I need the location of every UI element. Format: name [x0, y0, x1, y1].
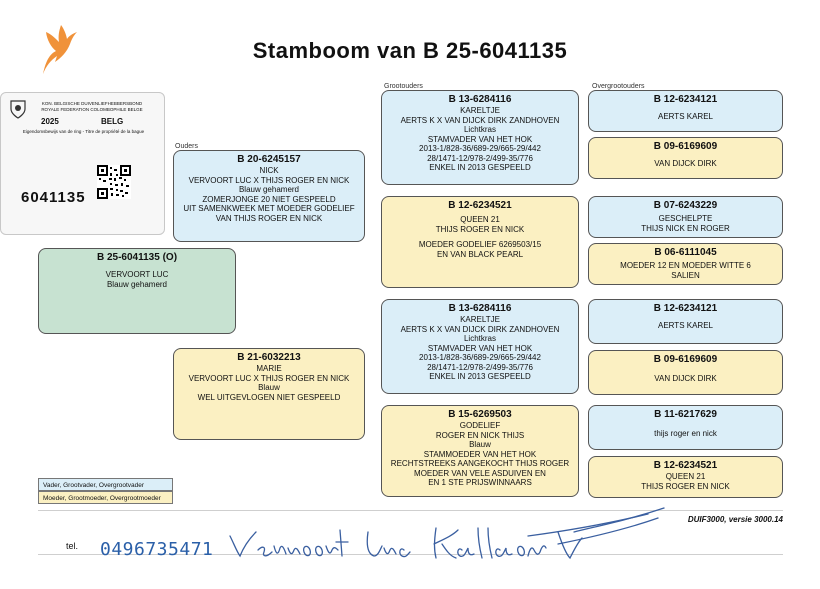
great-grandparent-ring: B 12-6234521: [653, 460, 718, 471]
grandparent-line: 2013-1/828-36/689-29/665-29/442: [419, 144, 541, 153]
grandparent-line: AERTS K X VAN DIJCK DIRK ZANDHOVEN: [400, 324, 560, 334]
great-grandparent-box-6: [588, 350, 783, 395]
subject-line: VERVOORT LUC: [105, 270, 169, 279]
grandparent-line: THIJS ROGER EN NICK: [435, 224, 525, 234]
great-grandparent-line: MOEDER 12 EN MOEDER WITTE 6: [620, 261, 751, 270]
grandparent-line: KARELTJE: [460, 106, 500, 115]
ring-card-year: 2025: [41, 117, 59, 126]
father-line: VAN THIJS ROGER EN NICK: [215, 213, 323, 223]
great-grandparent-box-5: [588, 299, 783, 344]
father-line: NICK: [259, 166, 279, 175]
great-grandparent-ring: B 11-6217629: [654, 409, 717, 420]
grandparent-line: ENKEL IN 2013 GESPEELD: [429, 372, 531, 381]
great-grandparent-ring: B 12-6234121: [653, 303, 718, 314]
great-grandparent-box-2: [588, 137, 783, 179]
grandparent-line: QUEEN 21: [460, 215, 500, 224]
great-grandparent-line: QUEEN 21: [665, 472, 706, 481]
great-grandparent-line: AERTS KAREL: [658, 321, 713, 330]
great-grandparent-line: thijs roger en nick: [654, 429, 717, 438]
grandparent-ring: B 12-6234521: [448, 200, 512, 211]
grandparent-ring: B 13-6284116: [448, 303, 512, 314]
great-grandparent-line: SALIEN: [671, 270, 700, 280]
great-grandparent-line: VAN DIJCK DIRK: [654, 159, 717, 168]
mother-line: Blauw: [258, 383, 280, 392]
father-line: ZOMERJONGE 20 NIET GESPEELD: [202, 194, 336, 204]
great-grandparent-line: AERTS KAREL: [658, 112, 713, 121]
mother-line: WEL UITGEVLOGEN NIET GESPEELD: [197, 392, 341, 402]
great-grandparent-box-4: [588, 243, 783, 285]
great-grandparent-line: THIJS NICK EN ROGER: [641, 223, 730, 233]
ring-card-subtitle: Eigendomsbewijs van de ring - Titre de propriété de la bague: [22, 129, 145, 134]
legend-male: Vader, Grootvader, Overgrootvader: [38, 478, 173, 491]
grandparent-line: MOEDER GODELIEF 6269503/15: [418, 240, 542, 249]
grandparent-box-1: [381, 90, 579, 185]
great-grandparent-ring: B 09-6169609: [653, 141, 718, 152]
great-grandparent-ring: B 12-6234121: [653, 94, 718, 105]
father-line: VERVOORT LUC X THIJS ROGER EN NICK: [188, 175, 350, 185]
ring-card-country: BELG: [101, 117, 124, 126]
mother-box: [173, 348, 365, 440]
grandparent-line: EN VAN BLACK PEARL: [436, 249, 524, 259]
grandparent-line: STAMMOEDER VAN HET HOK: [423, 449, 537, 459]
grandparent-line: AERTS K X VAN DIJCK DIRK ZANDHOVEN: [400, 115, 560, 125]
grandparent-box-3: [381, 299, 579, 394]
mother-line: MARIE: [256, 364, 282, 373]
section-label-ouders: Ouders: [175, 143, 198, 150]
great-grandparent-line: GESCHELPTE: [658, 214, 713, 223]
ring-card-emblem-icon: [9, 99, 27, 119]
great-grandparent-box-7: [588, 405, 783, 450]
handwritten-signature: [228, 502, 668, 570]
section-label-grootouders: Grootouders: [384, 83, 423, 90]
grandparent-line: 28/1471-12/978-2/499-35/776: [427, 362, 533, 372]
mother-ring: B 21-6032213: [237, 352, 301, 363]
great-grandparent-ring: B 06-6111045: [654, 247, 717, 258]
father-line: UIT SAMENKWEEK MET MOEDER GODELIEF: [183, 204, 355, 213]
great-grandparent-ring: B 07-6243229: [653, 200, 718, 211]
grandparent-line: EN 1 STE PRIJSWINNAARS: [428, 478, 532, 487]
subject-box: [38, 248, 236, 334]
grandparent-line: 2013-1/828-36/689-29/665-29/442: [419, 353, 541, 362]
grandparent-line: 28/1471-12/978-2/499-35/776: [427, 153, 533, 163]
grandparent-line: STAMVADER VAN HET HOK: [427, 134, 533, 144]
ring-card-federation-line1: KON. BELGISCHE DUIVENLIEFHEBBERSBOND: [41, 101, 143, 106]
software-version: DUIF3000, versie 3000.14: [687, 515, 783, 524]
grandparent-ring: B 13-6284116: [448, 94, 512, 105]
phone-number: 0496735471: [100, 539, 214, 560]
father-ring: B 20-6245157: [237, 154, 301, 165]
grandparent-line: ENKEL IN 2013 GESPEELD: [429, 163, 531, 172]
ring-card-qr-code: [97, 165, 131, 199]
grandparent-ring: B 15-6269503: [448, 409, 512, 420]
grandparent-line: Lichtkras: [463, 125, 496, 134]
grandparent-line: KARELTJE: [460, 315, 500, 324]
grandparent-box-2: [381, 196, 579, 288]
father-line: Blauw gehamerd: [238, 185, 300, 194]
grandparent-box-4: [381, 405, 579, 497]
great-grandparent-box-1: [588, 90, 783, 132]
subject-ring: B 25-6041135 (O): [96, 252, 178, 263]
father-box: [173, 150, 365, 242]
grandparent-line: Blauw: [469, 440, 491, 449]
great-grandparent-box-8: [588, 456, 783, 498]
grandparent-line: RECHTSTREEKS AANGEKOCHT THIJS ROGER: [390, 459, 570, 468]
grandparent-line: Lichtkras: [463, 334, 496, 343]
grandparent-line: MOEDER VAN VELE ASDUIVEN EN: [414, 468, 546, 478]
subject-line: Blauw gehamerd: [106, 279, 168, 289]
great-grandparent-ring: B 09-6169609: [653, 354, 718, 365]
ring-card-number: 6041135: [21, 189, 86, 206]
ring-card: [0, 92, 165, 235]
page-title: Stamboom van B 25-6041135: [252, 38, 568, 63]
grandparent-line: GODELIEF: [459, 421, 501, 430]
great-grandparent-box-3: [588, 196, 783, 238]
great-grandparent-line: THIJS ROGER EN NICK: [641, 481, 730, 491]
great-grandparent-line: VAN DIJCK DIRK: [654, 374, 717, 383]
grandparent-line: ROGER EN NICK THIJS: [435, 430, 525, 440]
ring-card-federation-line2: ROYALE FEDERATION COLOMBOPHILE BELGE: [41, 107, 143, 112]
tel-label: tel.: [66, 541, 79, 551]
grandparent-line: STAMVADER VAN HET HOK: [427, 343, 533, 353]
legend-female: Moeder, Grootmoeder, Overgrootmoeder: [38, 491, 173, 504]
mother-line: VERVOORT LUC X THIJS ROGER EN NICK: [188, 373, 350, 383]
section-label-overgrootouders: Overgrootouders: [592, 83, 645, 90]
